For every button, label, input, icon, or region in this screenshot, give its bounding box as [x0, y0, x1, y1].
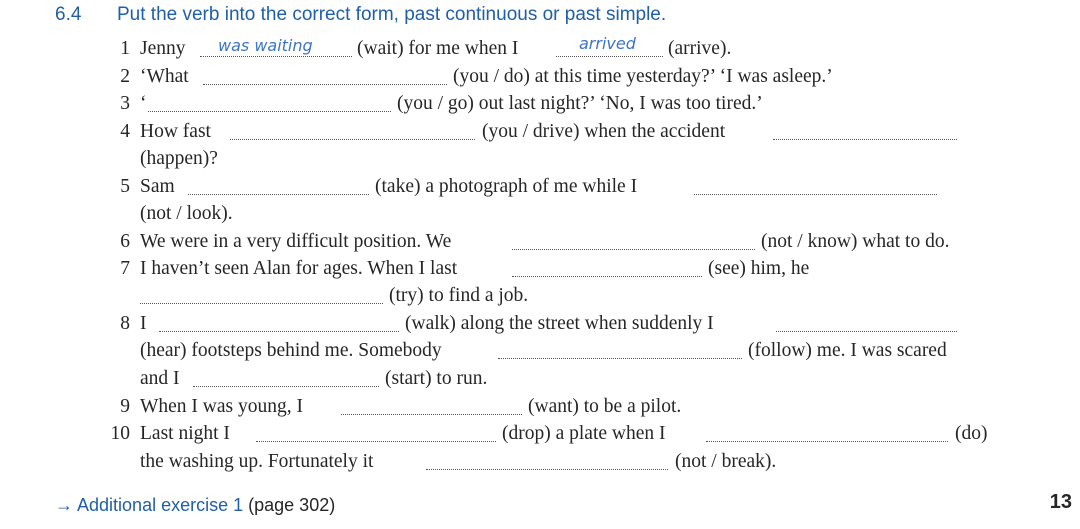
answer-blank[interactable] — [256, 441, 496, 442]
arrow-right-icon: → — [55, 495, 73, 515]
exercise-item-6 — [0, 229, 1080, 255]
exercise-item-7-cont — [0, 283, 1080, 309]
exercise-item-10 — [0, 421, 1080, 447]
exercise-item-8-cont2 — [0, 366, 1080, 392]
item-text: (you / do) at this time yesterday?’ ‘I was asleep.’ — [453, 66, 833, 87]
item-text: the washing up. Fortunately it — [140, 451, 374, 472]
item-text: (hear) footsteps behind me. Somebody — [140, 340, 442, 361]
handwritten-answer: arrived — [579, 34, 636, 53]
answer-blank[interactable] — [426, 469, 668, 470]
exercise-instruction: Put the verb into the correct form, past continuous or past simple. — [117, 4, 667, 25]
item-text: (walk) along the street when suddenly I — [405, 313, 714, 334]
answer-blank[interactable] — [341, 414, 522, 415]
exercise-item-4 — [0, 119, 1080, 145]
answer-blank[interactable] — [148, 111, 391, 112]
item-text: (take) a photograph of me while I — [375, 176, 638, 197]
item-number: 3 — [120, 93, 130, 114]
item-number: 9 — [120, 396, 130, 417]
exercise-item-1 — [0, 36, 1080, 62]
item-number: 7 — [120, 258, 130, 279]
item-text: Sam — [140, 176, 175, 197]
item-text: I — [140, 313, 147, 334]
answer-blank[interactable] — [773, 139, 957, 140]
exercise-item-3 — [0, 91, 1080, 117]
item-text: (start) to run. — [385, 368, 488, 389]
item-number: 4 — [120, 121, 130, 142]
exercise-item-8-cont1 — [0, 338, 1080, 364]
item-number: 8 — [120, 313, 130, 334]
item-text: (see) him, he — [708, 258, 810, 279]
additional-exercise-link[interactable]: Additional exercise 1 — [77, 495, 244, 515]
answer-blank[interactable] — [188, 194, 369, 195]
item-text: Jenny — [140, 38, 186, 59]
item-text: Last night I — [140, 423, 230, 444]
exercise-number: 6.4 — [55, 4, 82, 25]
item-number: 5 — [120, 176, 130, 197]
item-number: 10 — [110, 423, 130, 444]
exercise-item-5 — [0, 174, 1080, 200]
answer-blank[interactable] — [193, 386, 379, 387]
answer-blank[interactable] — [706, 441, 948, 442]
additional-exercise-reference — [55, 495, 335, 516]
item-text: (arrive). — [668, 38, 732, 59]
item-text: (not / look). — [140, 203, 233, 224]
item-text: We were in a very difficult position. We — [140, 231, 452, 252]
answer-blank[interactable] — [203, 84, 447, 85]
answer-blank[interactable] — [512, 249, 755, 250]
item-text: (do) — [955, 423, 988, 444]
answer-blank[interactable] — [498, 358, 742, 359]
exercise-item-9 — [0, 394, 1080, 420]
item-text: ‘What — [140, 66, 189, 87]
item-text: (you / drive) when the accident — [482, 121, 726, 142]
answer-blank[interactable] — [512, 276, 702, 277]
item-text: (happen)? — [140, 148, 218, 169]
item-text: I haven’t seen Alan for ages. When I last — [140, 258, 458, 279]
item-text: (wait) for me when I — [357, 38, 519, 59]
handwritten-answer: was waiting — [218, 36, 313, 55]
item-text: When I was young, I — [140, 396, 303, 417]
item-number: 1 — [120, 38, 130, 59]
item-text: (not / know) what to do. — [761, 231, 950, 252]
item-text: (follow) me. I was scared — [748, 340, 947, 361]
item-text: (try) to find a job. — [389, 285, 529, 306]
answer-blank[interactable] — [230, 139, 475, 140]
item-number: 2 — [120, 66, 130, 87]
item-text: How fast — [140, 121, 211, 142]
answer-blank[interactable] — [776, 331, 957, 332]
item-text: (you / go) out last night?’ ‘No, I was too tired.’ — [397, 93, 763, 114]
item-text: and I — [140, 368, 180, 389]
exercise-item-10-cont — [0, 449, 1080, 475]
answer-blank[interactable] — [694, 194, 937, 195]
exercise-item-2 — [0, 64, 1080, 90]
item-text: (drop) a plate when I — [502, 423, 666, 444]
exercise-item-8 — [0, 311, 1080, 337]
item-text: ‘ — [140, 93, 147, 114]
answer-blank[interactable] — [140, 303, 383, 304]
item-text: (want) to be a pilot. — [528, 396, 682, 417]
exercise-item-5-cont — [0, 201, 1080, 227]
answer-blank[interactable] — [159, 331, 399, 332]
exercise-item-7 — [0, 256, 1080, 282]
exercise-item-4-cont — [0, 146, 1080, 172]
page-number: 13 — [1049, 491, 1072, 513]
page-reference: (page 302) — [248, 495, 336, 515]
item-text: (not / break). — [675, 451, 777, 472]
item-number: 6 — [120, 231, 130, 252]
